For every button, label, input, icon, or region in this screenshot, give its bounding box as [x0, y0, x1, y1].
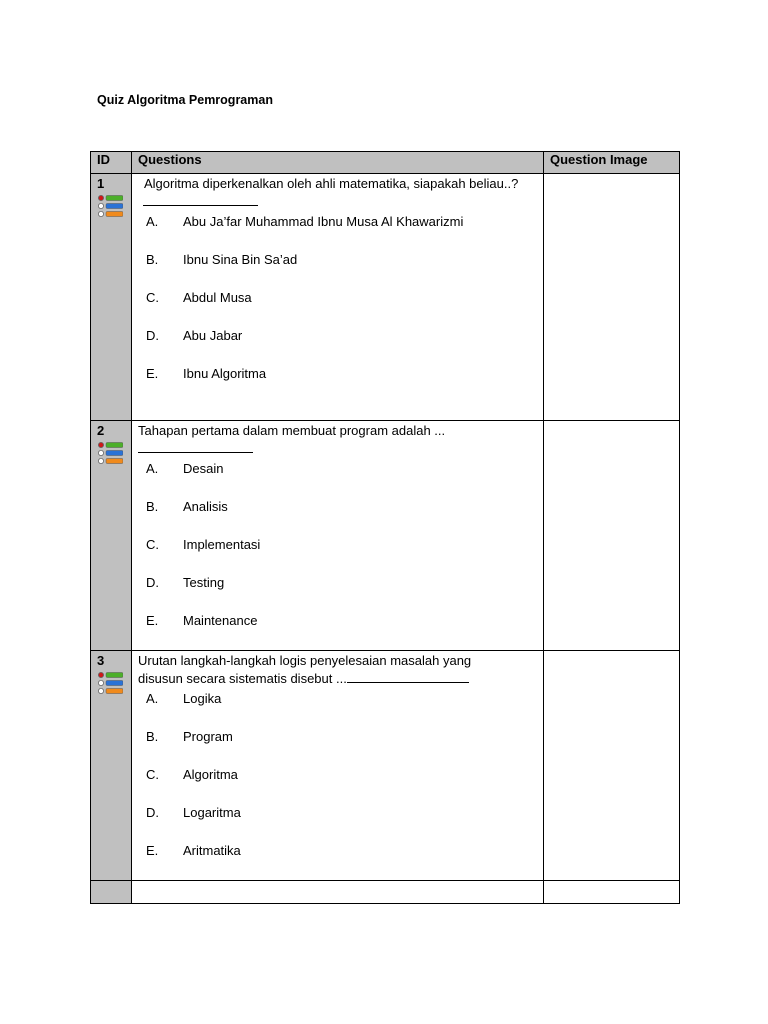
option-bar	[106, 196, 123, 201]
question-cell	[132, 174, 544, 421]
radio-dot	[98, 442, 103, 447]
option-e: E. Ibnu Algoritma	[146, 366, 267, 381]
question-text: Urutan langkah-langkah logis penyelesaian masalah yang disusun secara sistematis disebut ...	[138, 653, 472, 686]
option-bar	[106, 689, 123, 694]
options-list	[138, 460, 537, 650]
empty-row	[91, 881, 680, 904]
question-cell	[132, 421, 544, 651]
option-c: C. Implementasi	[146, 537, 261, 552]
radio-dot	[98, 203, 103, 208]
option-d: D. Testing	[146, 575, 225, 590]
question-row	[91, 421, 680, 651]
radio-dot	[98, 195, 103, 200]
option-b: B. Program	[146, 729, 233, 744]
question-id-cell	[91, 651, 132, 881]
option-bar	[106, 443, 123, 448]
empty-id-cell	[91, 881, 132, 904]
header-id: ID	[91, 152, 132, 174]
multiple-choice-icon	[97, 195, 123, 219]
question-text: Tahapan pertama dalam membuat program adalah ...	[138, 422, 537, 458]
empty-question-cell	[132, 881, 544, 904]
question-image-cell	[544, 421, 680, 651]
option-a: A. Desain	[146, 461, 224, 476]
multiple-choice-icon	[97, 442, 123, 466]
option-c: C. Abdul Musa	[146, 290, 252, 305]
header-question-image: Question Image	[544, 152, 680, 174]
radio-dot	[98, 688, 103, 693]
options-list	[138, 690, 537, 880]
option-a: A. Abu Ja’far Muhammad Ibnu Musa Al Khawarizmi	[146, 214, 464, 229]
option-a: A. Logika	[146, 691, 222, 706]
option-bar	[106, 204, 123, 209]
header-questions: Questions	[132, 152, 544, 174]
option-e: E. Maintenance	[146, 613, 258, 628]
header-row	[91, 152, 680, 174]
document-title: Quiz Algoritma Pemrograman	[97, 93, 273, 107]
radio-dot	[98, 680, 103, 685]
option-bar	[106, 681, 123, 686]
question-id-cell	[91, 421, 132, 651]
question-id: 1	[97, 176, 105, 191]
question-cell	[132, 651, 544, 881]
question-image-cell	[544, 651, 680, 881]
option-d: D. Logaritma	[146, 805, 241, 820]
question-image-cell	[544, 174, 680, 421]
question-id: 3	[97, 653, 105, 668]
question-row	[91, 651, 680, 881]
option-bar	[106, 673, 123, 678]
option-bar	[106, 451, 123, 456]
empty-image-cell	[544, 881, 680, 904]
question-text: Algoritma diperkenalkan oleh ahli matematika, siapakah beliau..?	[138, 175, 537, 211]
option-e: E. Aritmatika	[146, 843, 241, 858]
option-b: B. Analisis	[146, 499, 228, 514]
radio-dot	[98, 458, 103, 463]
multiple-choice-icon	[97, 672, 123, 696]
quiz-table	[90, 151, 680, 904]
radio-dot	[98, 450, 103, 455]
radio-dot	[98, 211, 103, 216]
radio-dot	[98, 672, 103, 677]
option-b: B. Ibnu Sina Bin Sa’ad	[146, 252, 298, 267]
question-id-cell	[91, 174, 132, 421]
option-bar	[106, 212, 123, 217]
option-bar	[106, 459, 123, 464]
option-d: D. Abu Jabar	[146, 328, 243, 343]
option-c: C. Algoritma	[146, 767, 238, 782]
question-id: 2	[97, 423, 105, 438]
options-list	[138, 213, 537, 403]
question-row	[91, 174, 680, 421]
